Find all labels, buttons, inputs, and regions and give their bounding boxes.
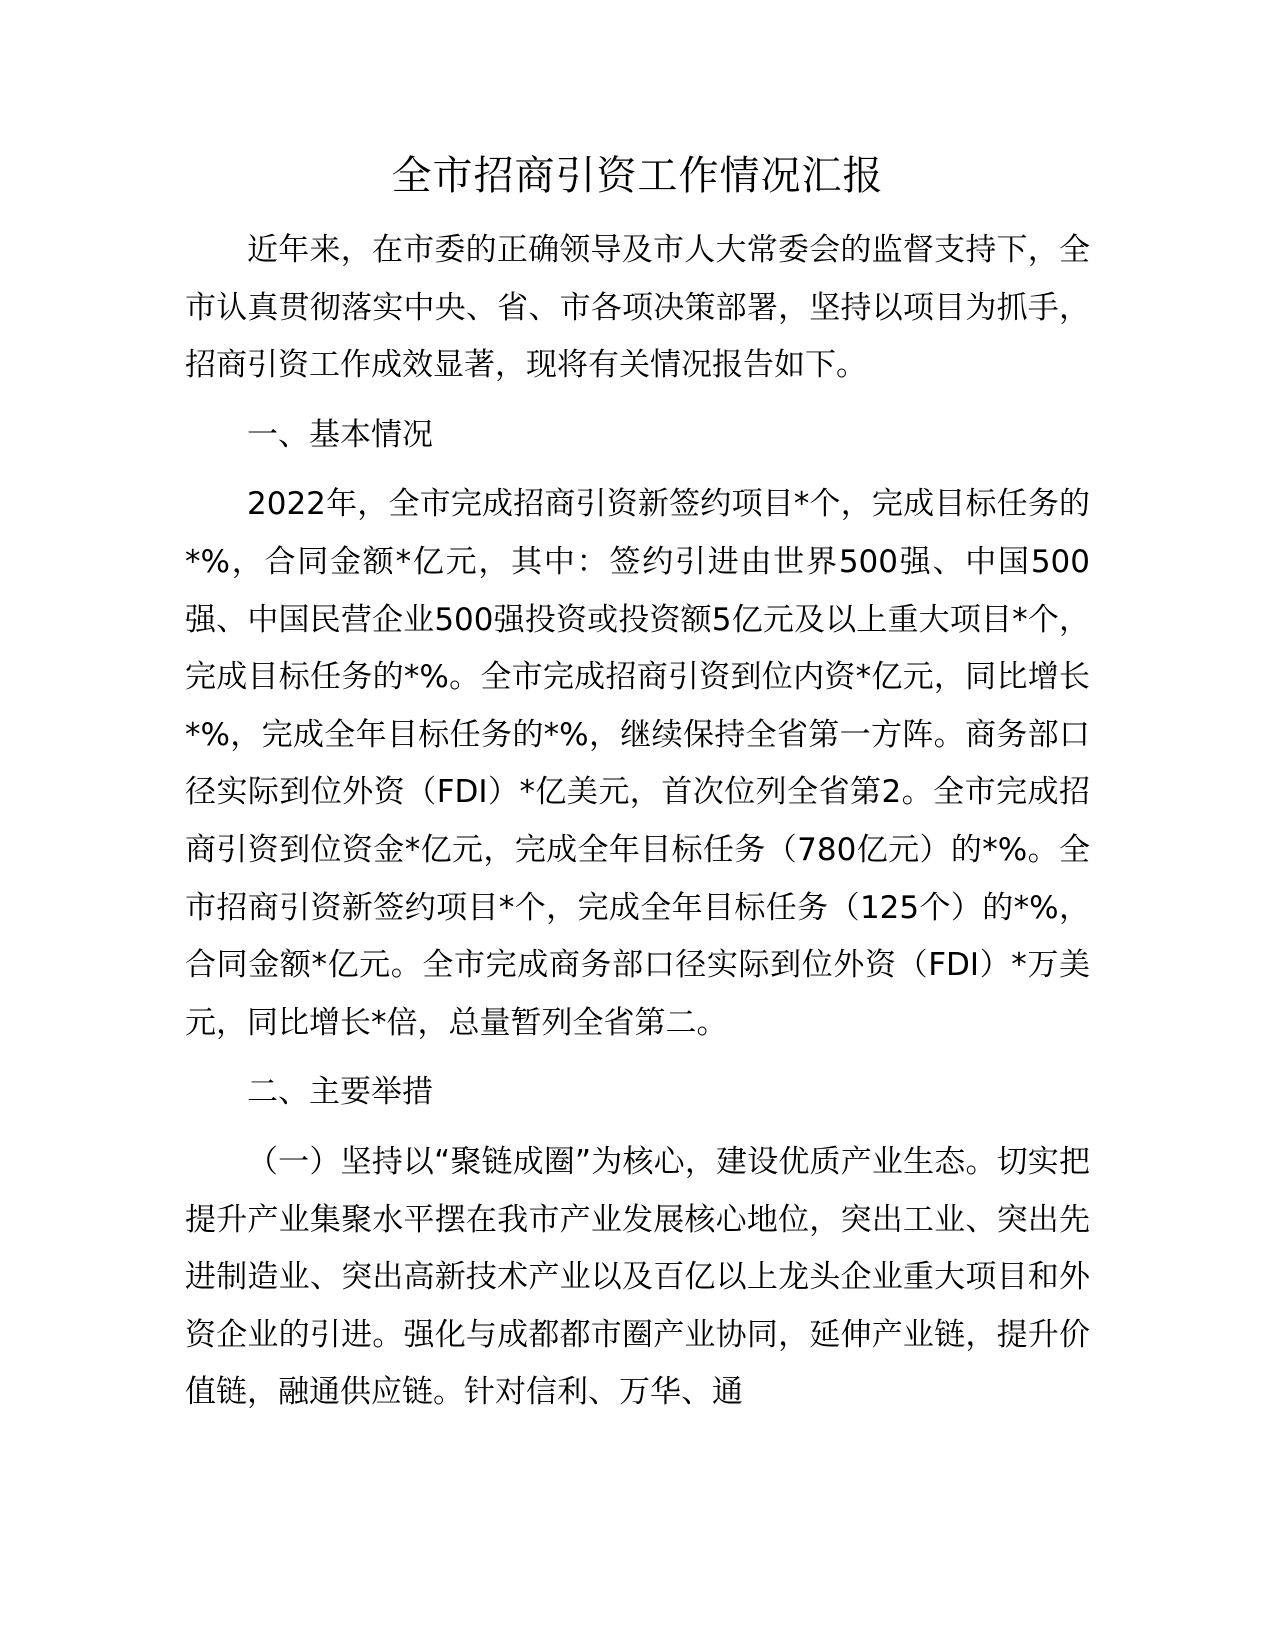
basic-situation-paragraph: 2022年，全市完成招商引资新签约项目*个，完成目标任务的*%，合同金额*亿元，其中：签约引进由世界500强、中国500强、中国民营企业500强投资或投资额5亿元及以上重大项目*个，完成目标任务的*%。全市完成招商引资到位内资*亿元，同比增长*%，完成全年目标任务的*%，继续保持全省第一方阵。商务部口径实际到位外资（FDI）*亿美元，首次位列全省第2。全市完成招商引资到位资金*亿元，完成全年目标任务（780亿元）的*%。全市招商引资新签约项目*个，完成全年目标任务（125个）的*%，合同金额*亿元。全市完成商务部口径实际到位外资（FDI）*万美元，同比增长*倍，总量暂列全省第二。	[185, 486, 1090, 1041]
section-heading-main-measures: 二、主要举措	[247, 1074, 433, 1111]
intro-paragraph: 近年来，在市委的正确领导及市人大常委会的监督支持下，全市认真贯彻落实中央、省、市各项决策部署，坚持以项目为抓手，招商引资工作成效显著，现将有关情况报告如下。	[185, 232, 1090, 384]
document-title: 全市招商引资工作情况汇报	[391, 153, 884, 199]
section-heading-basic-situation: 一、基本情况	[247, 416, 433, 453]
document-body	[185, 222, 1090, 1422]
main-measures-paragraph: （一）坚持以“聚链成圈”为核心，建设优质产业生态。切实把提升产业集聚水平摆在我市产业发展核心地位，突出工业、突出先进制造业、突出高新技术产业以及百亿以上龙头企业重大项目和外资企业的引进。强化与成都都市圈产业协同，延伸产业链，提升价值链，融通供应链。针对信利、万华、通	[185, 1143, 1090, 1411]
